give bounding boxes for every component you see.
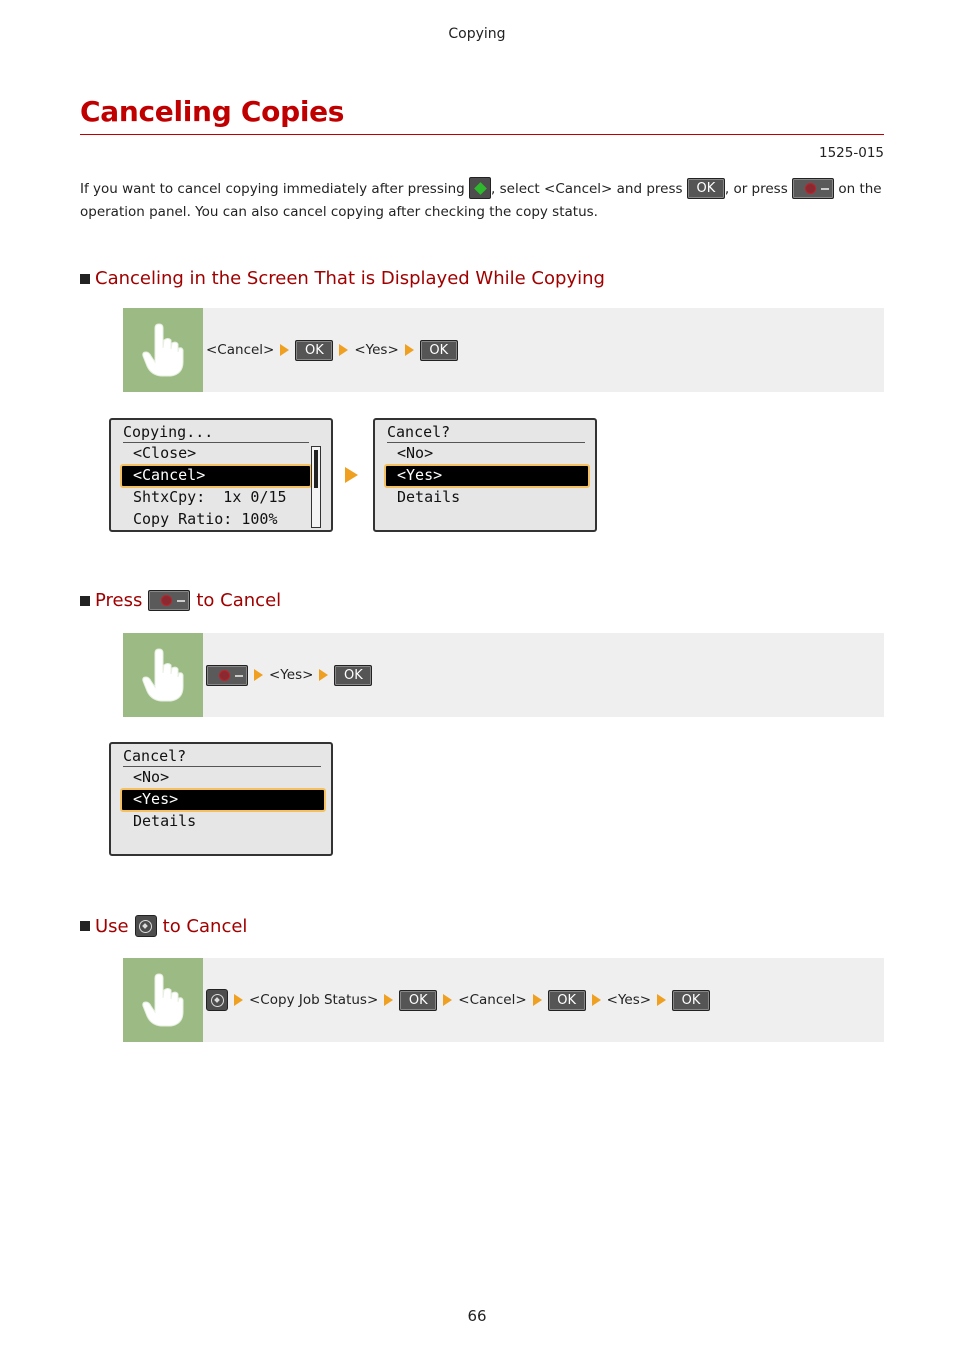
section-heading-3-post: to Cancel (162, 915, 248, 937)
heading-bullet-icon (80, 921, 90, 931)
intro-text-2: , select <Cancel> and press (491, 181, 683, 197)
ok-button-icon: OK (295, 340, 333, 361)
step-cancel-label: <Cancel> (458, 992, 527, 1008)
hand-cell (123, 958, 203, 1042)
arrow-right-icon (443, 994, 452, 1006)
lcd-rule (123, 442, 309, 443)
hand-cell (123, 308, 203, 392)
arrow-right-icon (319, 669, 328, 681)
hand-pointer-icon (141, 322, 185, 378)
arrow-right-icon (384, 994, 393, 1006)
lcd-line: <No> (133, 768, 170, 786)
step-box-3 (123, 958, 884, 1042)
page-title: Canceling Copies (80, 95, 345, 128)
title-rule (80, 134, 884, 135)
stop-icon (206, 665, 248, 686)
arrow-right-icon (234, 994, 243, 1006)
lcd-scrollbar (311, 446, 321, 528)
heading-bullet-icon (80, 596, 90, 606)
stop-icon (148, 590, 190, 611)
section-heading-2 (80, 590, 281, 611)
lcd-selected-line: <Yes> (120, 788, 326, 812)
ok-button-icon: OK (687, 178, 725, 199)
arrow-right-icon (280, 344, 289, 356)
section-heading-2-pre: Press (95, 590, 143, 611)
intro-text-4: on the operation panel. You can also cancel copying after checking the copy status. (80, 181, 882, 220)
section-heading-3 (80, 915, 247, 937)
section-heading-3-pre: Use (95, 915, 129, 937)
hand-cell (123, 633, 203, 717)
step-yes-label: <Yes> (269, 667, 314, 683)
stop-icon (792, 178, 834, 199)
status-monitor-icon (206, 989, 228, 1011)
ok-button-icon: OK (334, 665, 372, 686)
intro-text-3: , or press (724, 181, 788, 197)
lcd-line: <No> (397, 444, 434, 462)
lcd-screen-cancel-2 (109, 742, 333, 856)
ok-button-icon: OK (548, 990, 586, 1011)
arrow-right-icon (254, 669, 263, 681)
lcd-title: Cancel? (387, 423, 451, 441)
step-box-1 (123, 308, 884, 392)
lcd-line: Details (397, 488, 461, 506)
lcd-screen-copying (109, 418, 333, 532)
step-row-3 (206, 958, 716, 1042)
page-number: 66 (467, 1307, 487, 1325)
step-yes-label: <Yes> (606, 992, 652, 1008)
ok-button-icon: OK (420, 340, 458, 361)
heading-bullet-icon (80, 274, 90, 284)
arrow-right-icon (339, 344, 348, 356)
status-monitor-icon (135, 915, 157, 937)
lcd-line: Copy Ratio: 100% (133, 510, 278, 528)
section-heading-1-text: Canceling in the Screen That is Displayed While Copying (95, 268, 605, 289)
step-row-2 (206, 633, 378, 717)
lcd-selected-line: <Yes> (384, 464, 590, 488)
lcd-rule (123, 766, 321, 767)
lcd-screen-cancel (373, 418, 597, 532)
ok-button-icon: OK (399, 990, 437, 1011)
lcd-line: ShtxCpy: 1x 0/15 (133, 488, 287, 506)
step-yes-label: <Yes> (354, 342, 399, 358)
step-cancel-label: <Cancel> (206, 342, 275, 358)
lcd-title: Copying... (123, 423, 214, 441)
step-box-2 (123, 633, 884, 717)
start-icon (469, 177, 491, 199)
document-id: 1525-015 (819, 145, 884, 161)
section-heading-1 (80, 268, 605, 289)
section-heading-2-post: to Cancel (196, 590, 282, 611)
lcd-title: Cancel? (123, 747, 187, 765)
lcd-line: <Close> (133, 444, 197, 462)
arrow-right-icon (592, 994, 601, 1006)
lcd-rule (387, 442, 585, 443)
arrow-right-icon (405, 344, 414, 356)
step-copy-job-status-label: <Copy Job Status> (249, 992, 379, 1008)
ok-button-icon: OK (672, 990, 710, 1011)
arrow-right-icon (345, 467, 358, 483)
arrow-right-icon (533, 994, 542, 1006)
running-header: Copying (448, 26, 506, 42)
step-row-1 (206, 308, 464, 392)
intro-text-1: If you want to cancel copying immediately after pressing (80, 181, 465, 197)
lcd-selected-line: <Cancel> (120, 464, 312, 488)
intro-paragraph (80, 178, 890, 224)
arrow-right-icon (657, 994, 666, 1006)
hand-pointer-icon (141, 647, 185, 703)
lcd-line: Details (133, 812, 197, 830)
hand-pointer-icon (141, 972, 185, 1028)
